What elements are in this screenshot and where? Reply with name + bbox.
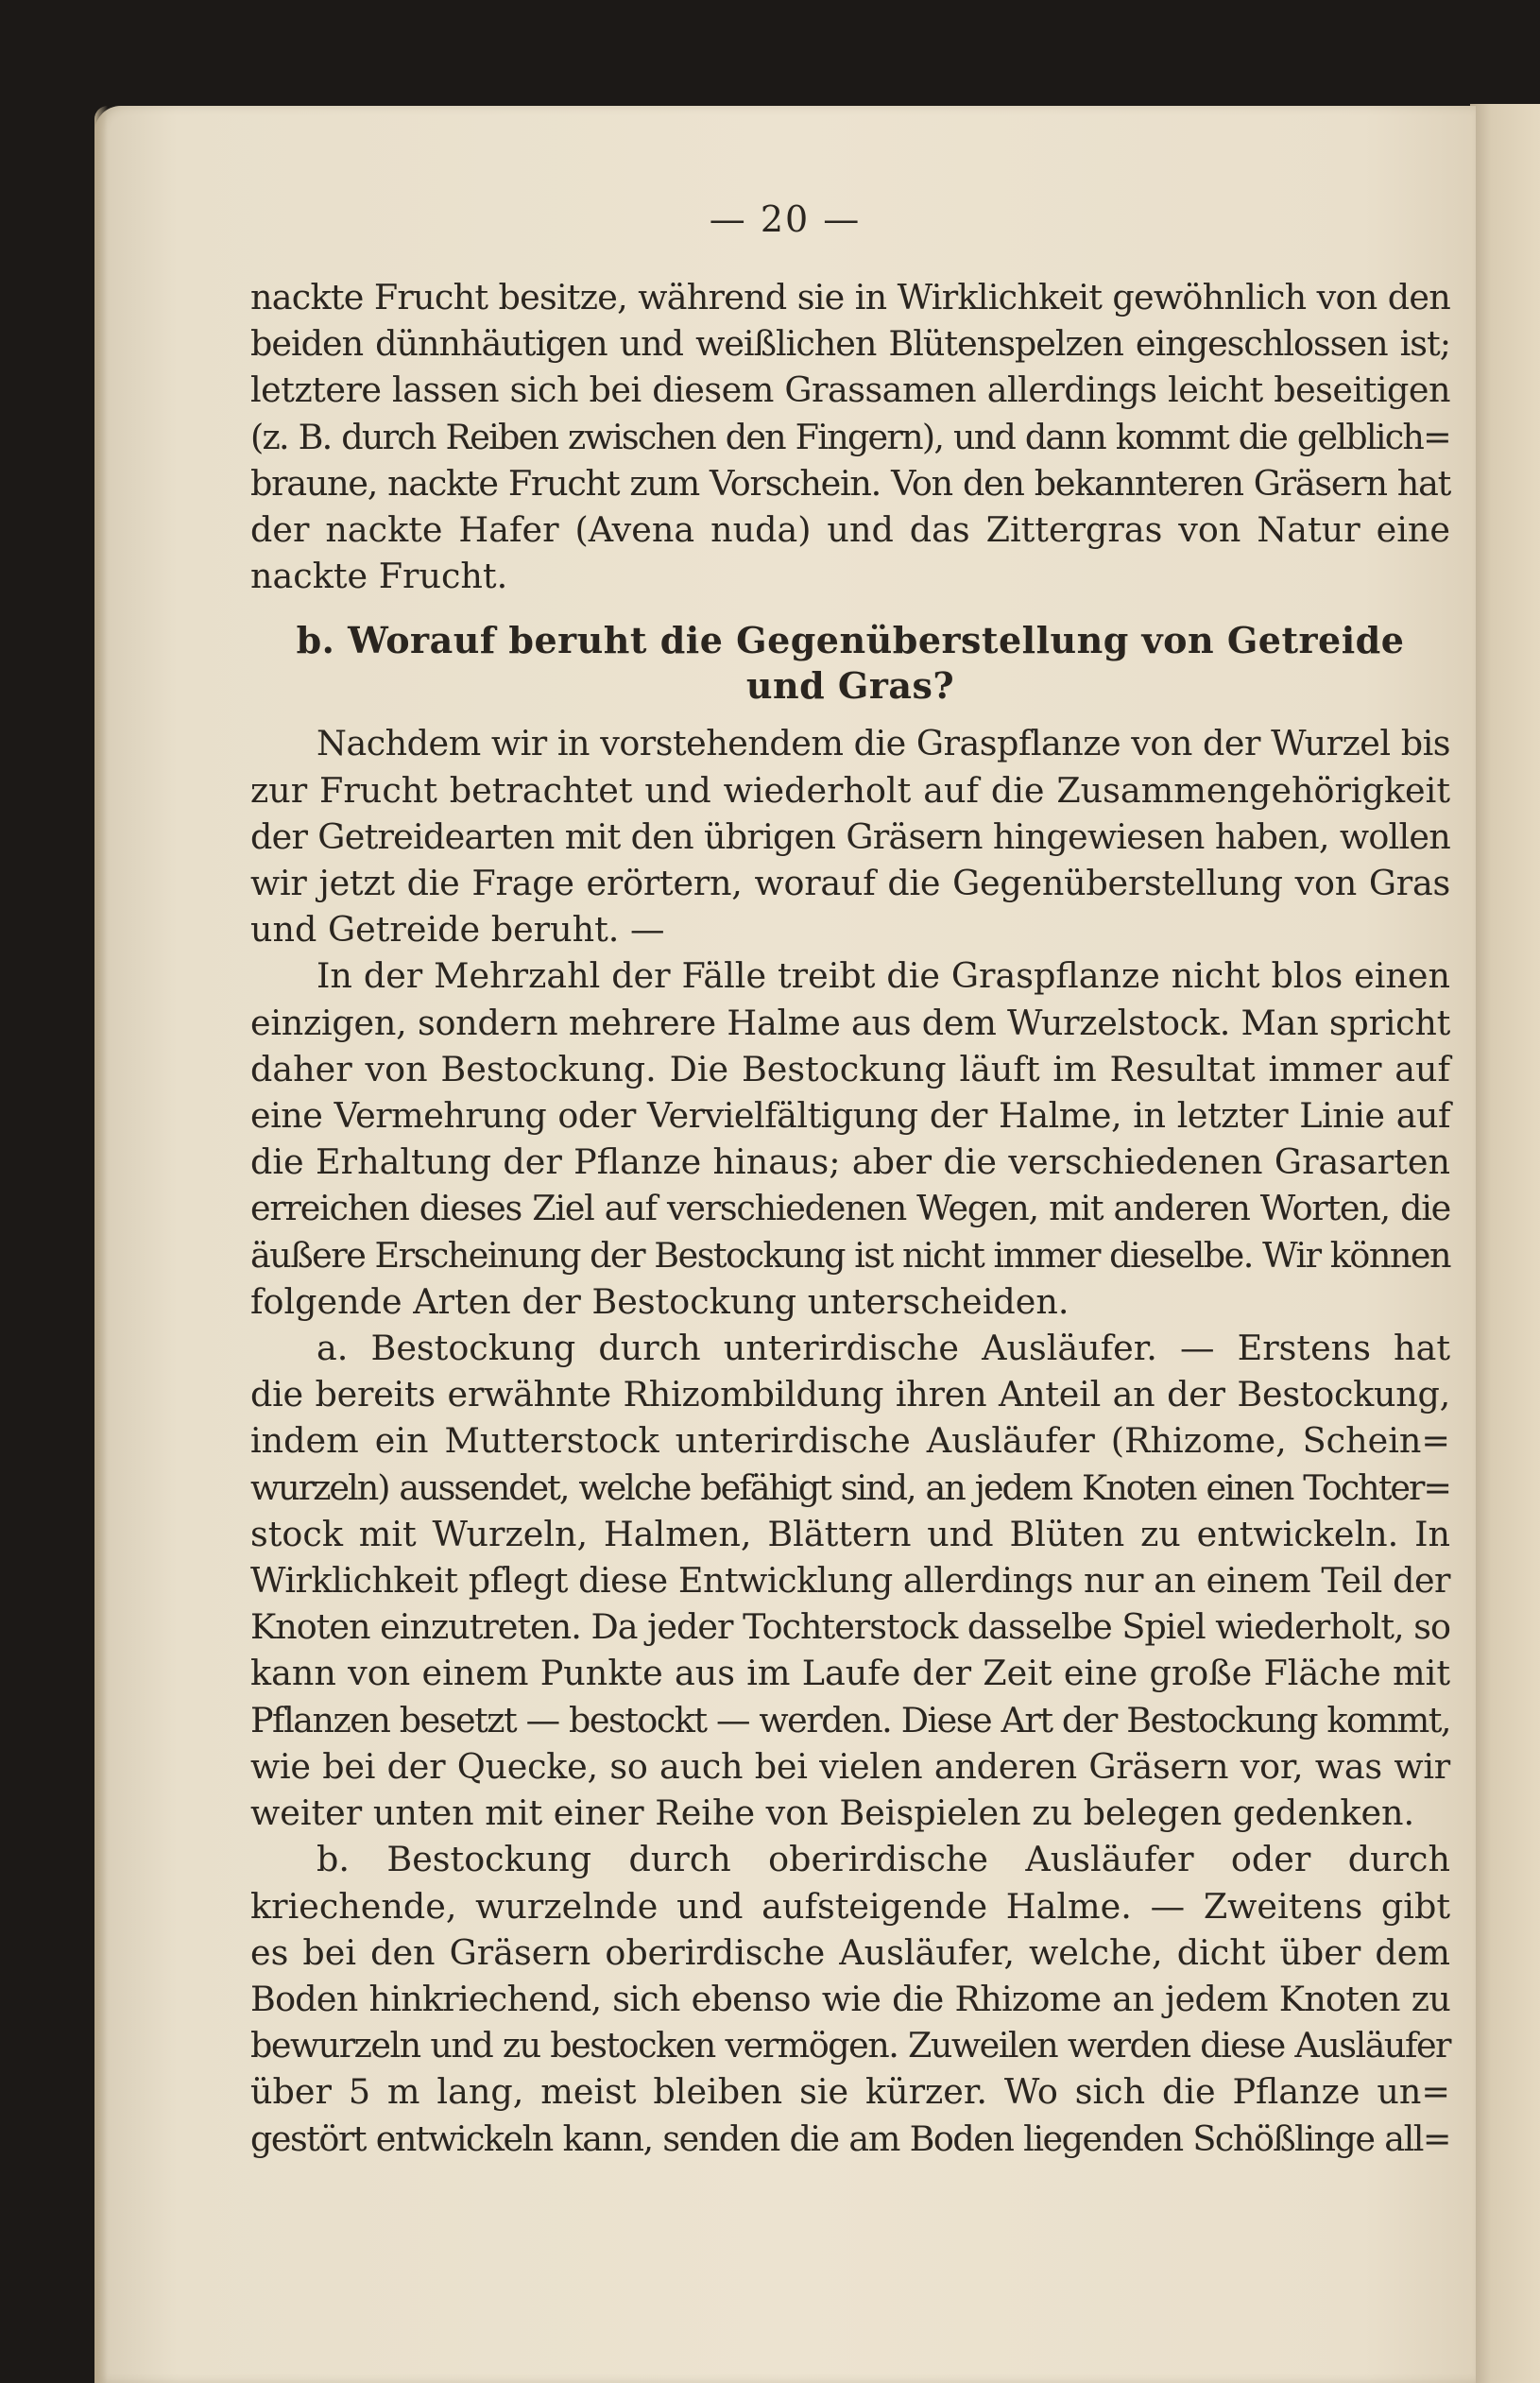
text-line: letztere lassen sich bei diesem Grassamen allerdings leicht beseitigen [250, 369, 1450, 411]
text-line: über 5 m lang, meist bleiben sie kürzer. Wo sich die Pflanze un= [250, 2071, 1450, 2113]
text-line: weiter unten mit einer Reihe von Beispielen zu belegen gedenken. [250, 1792, 1415, 1834]
text-line: daher von Bestockung. Die Bestockung läuft im Resultat immer auf [250, 1048, 1450, 1089]
text-line: der nackte Hafer (Avena nuda) und das Zittergras von Natur eine [250, 509, 1450, 551]
text-line: die Erhaltung der Pflanze hinaus; aber die verschiedenen Grasarten [250, 1141, 1450, 1183]
book-cover-edge [1470, 104, 1540, 2383]
text-line: erreichen dieses Ziel auf verschiedenen Wegen, mit anderen Worten, die [250, 1188, 1450, 1229]
page-edge-shadow [94, 106, 108, 2383]
text-line: (z. B. durch Reiben zwischen den Fingern), und dann kommt die gelblich= [250, 416, 1450, 457]
text-line: beiden dünnhäutigen und weißlichen Blütenspelzen eingeschlossen ist; [250, 323, 1450, 365]
text-line: Pflanzen besetzt — bestockt — werden. Diese Art der Bestockung kommt, [250, 1699, 1450, 1740]
text-line: eine Vermehrung oder Vervielfältigung der Halme, in letzter Linie auf [250, 1095, 1450, 1137]
text-line: und Getreide beruht. — [250, 909, 665, 951]
text-line: indem ein Mutterstock unterirdische Ausläufer (Rhizome, Schein= [250, 1420, 1450, 1462]
text-line: wie bei der Quecke, so auch bei vielen anderen Gräsern vor, was wir [250, 1745, 1450, 1787]
text-line: gestört entwickeln kann, senden die am Boden liegenden Schößlinge all= [250, 2117, 1450, 2159]
text-line: die bereits erwähnte Rhizombildung ihren Anteil an der Bestockung, [250, 1374, 1450, 1415]
text-line: Wirklichkeit pflegt diese Entwicklung allerdings nur an einem Teil der [250, 1560, 1450, 1602]
section-heading-line: b. Worauf beruht die Gegenüberstellung von Getreide [296, 619, 1405, 662]
text-line: es bei den Gräsern oberirdische Ausläufer, welche, dicht über dem [250, 1931, 1450, 1973]
section-heading-line: und Gras? [745, 664, 955, 708]
text-line: bewurzeln und zu bestocken vermögen. Zuweilen werden diese Ausläufer [250, 2025, 1450, 2066]
text-line: wir jetzt die Frage erörtern, worauf die Gegenüberstellung von Gras [250, 863, 1450, 904]
text-line: b. Bestockung durch oberirdische Ausläufer oder durch [317, 1839, 1450, 1880]
book-page [94, 106, 1476, 2383]
text-line: wurzeln) aussendet, welche befähigt sind, an jedem Knoten einen Tochter= [250, 1466, 1450, 1508]
section-heading [250, 618, 1450, 709]
page-text [250, 274, 1450, 2162]
text-line: folgende Arten der Bestockung unterscheiden. [250, 1280, 1069, 1322]
text-line: Nachdem wir in vorstehendem die Graspflanze von der Wurzel bis [317, 723, 1450, 764]
text-line: kann von einem Punkte aus im Laufe der Zeit eine große Fläche mit [250, 1653, 1450, 1694]
text-line: nackte Frucht. [250, 556, 508, 597]
text-line: der Getreidearten mit den übrigen Gräsern hingewiesen haben, wollen [250, 815, 1450, 857]
text-line: Knoten einzutreten. Da jeder Tochterstock dasselbe Spiel wiederholt, so [250, 1606, 1450, 1648]
page-number: — 20 — [709, 198, 862, 240]
text-line: Boden hinkriechend, sich ebenso wie die Rhizome an jedem Knoten zu [250, 1978, 1450, 2019]
text-line: braune, nackte Frucht zum Vorschein. Von den bekannteren Gräsern hat [250, 462, 1450, 504]
text-line: zur Frucht betrachtet und wiederholt auf die Zusammengehörigkeit [250, 769, 1450, 811]
text-line: stock mit Wurzeln, Halmen, Blättern und Blüten zu entwickeln. In [250, 1513, 1450, 1554]
text-line: a. Bestockung durch unterirdische Ausläufer. — Erstens hat [317, 1328, 1450, 1369]
text-line: einzigen, sondern mehrere Halme aus dem Wurzelstock. Man spricht [250, 1002, 1450, 1043]
text-line: äußere Erscheinung der Bestockung ist nicht immer dieselbe. Wir können [250, 1234, 1450, 1276]
text-line: kriechende, wurzelnde und aufsteigende Halme. — Zweitens gibt [250, 1885, 1450, 1927]
text-line: In der Mehrzahl der Fälle treibt die Graspflanze nicht blos einen [317, 955, 1450, 997]
text-line: nackte Frucht besitze, während sie in Wirklichkeit gewöhnlich von den [250, 277, 1450, 317]
